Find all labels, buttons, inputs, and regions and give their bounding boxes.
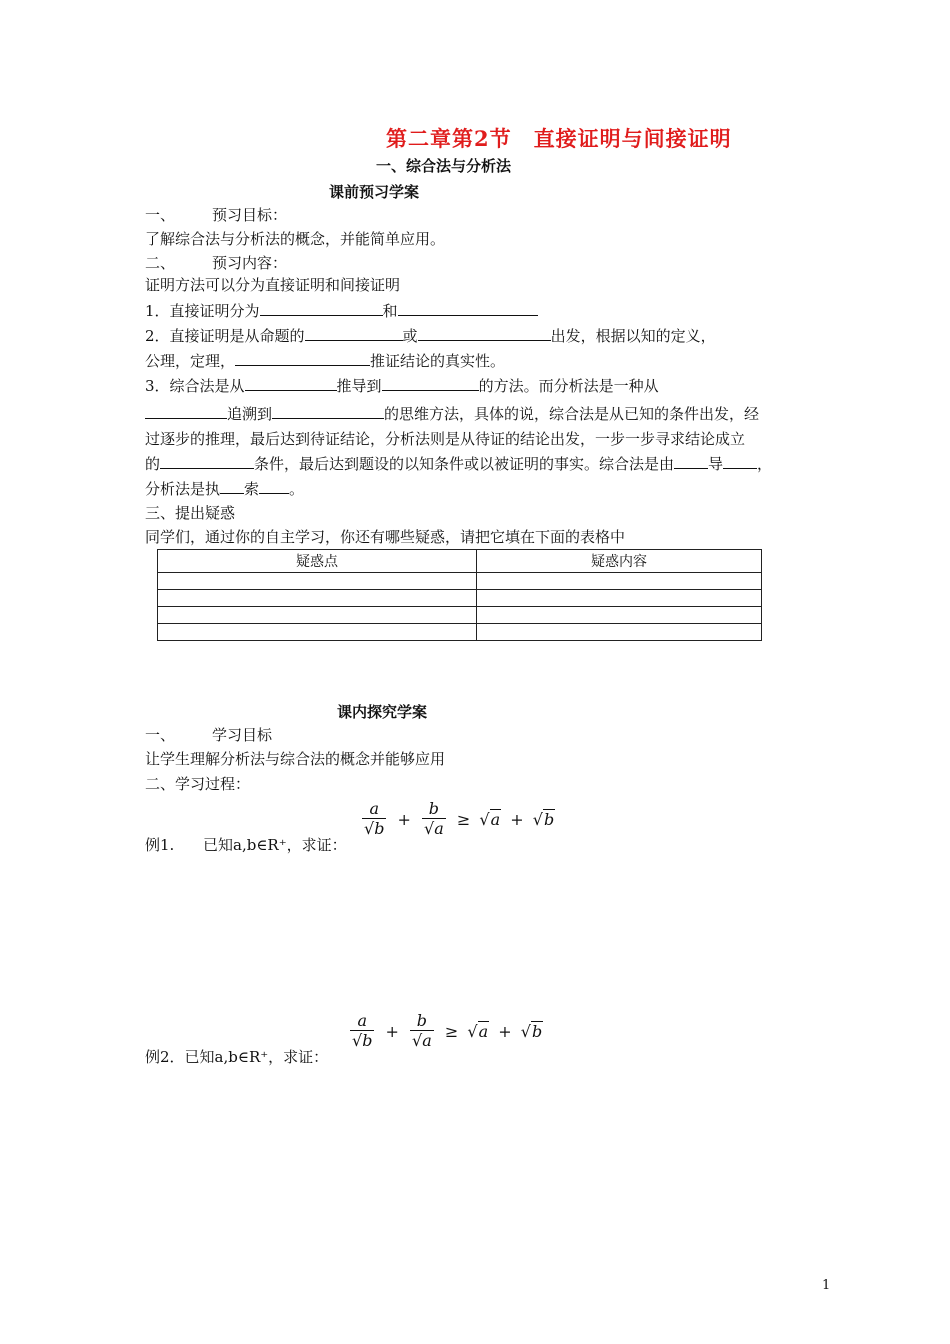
question-3-line5: 分析法是执 索 。 xyxy=(145,480,305,498)
s2-number: 二、 xyxy=(145,254,176,272)
blank-field[interactable] xyxy=(260,301,383,316)
c2-label: 二、学习过程： xyxy=(145,775,251,793)
question-2: 2．直接证明是从命题的 或 出发，根据以知的定义， xyxy=(145,327,716,345)
table-row xyxy=(158,607,762,624)
blank-field[interactable] xyxy=(674,454,708,469)
inequality-formula-1: $\frac{a}{√b}$ + $\frac{b}{√a}$ ≥ √a + √b xyxy=(364,799,555,838)
s1-number: 一、 xyxy=(145,206,176,224)
blank-field[interactable] xyxy=(145,404,227,419)
table-header-doubt-point: 疑惑点 xyxy=(158,550,477,573)
blank-field[interactable] xyxy=(245,376,337,391)
blank-field[interactable] xyxy=(160,454,254,469)
question-3: 3．综合法是从 推导到 的方法。而分析法是一种从 xyxy=(145,377,659,395)
s3-label: 三、提出疑惑 xyxy=(145,504,236,522)
c1-number: 一、 xyxy=(145,726,176,744)
preview-heading: 课前预习学案 xyxy=(329,183,420,201)
c1-text: 让学生理解分析法与综合法的概念并能够应用 xyxy=(145,750,446,768)
table-row xyxy=(158,624,762,641)
question-2-cont: 公理，定理， 推证结论的真实性。 xyxy=(145,352,506,370)
question-3-line4: 的 条件，最后达到题设的以知条件或以被证明的事实。综合法是由 导 ， xyxy=(145,455,773,473)
example-2-text: 例2．已知a,b∈R⁺，求证： xyxy=(145,1048,329,1066)
s3-text: 同学们，通过你的自主学习，你还有哪些疑惑，请把它填在下面的表格中 xyxy=(145,528,626,546)
blank-field[interactable] xyxy=(259,479,289,494)
document-title: 第二章第2节 直接证明与间接证明 xyxy=(386,126,732,151)
table-row xyxy=(158,573,762,590)
blank-field[interactable] xyxy=(418,326,551,341)
s1-text: 了解综合法与分析法的概念，并能简单应用。 xyxy=(145,230,446,248)
s2-intro: 证明方法可以分为直接证明和间接证明 xyxy=(145,276,401,294)
inclass-heading: 课内探究学案 xyxy=(337,703,428,721)
blank-field[interactable] xyxy=(305,326,403,341)
s2-label: 预习内容： xyxy=(212,254,288,272)
question-1: 1．直接证明分为 和 xyxy=(145,300,538,321)
blank-field[interactable] xyxy=(235,351,370,366)
doubts-table xyxy=(157,549,762,641)
question-3-line3: 过逐步的推理，最后达到待证结论，分析法则是从待证的结论出发，一步一步寻求结论成立 xyxy=(145,430,746,448)
question-3-line2: 追溯到 的思维方法，具体的说，综合法是从已知的条件出发，经 xyxy=(145,403,759,424)
c1-label: 学习目标 xyxy=(212,726,273,744)
page-number: 1 xyxy=(822,1278,831,1293)
blank-field[interactable] xyxy=(398,301,538,316)
blank-field[interactable] xyxy=(272,404,384,419)
s1-label: 预习目标： xyxy=(212,206,288,224)
table-row xyxy=(158,590,762,607)
blank-field[interactable] xyxy=(220,479,244,494)
example-1-label: 例1. xyxy=(145,836,175,854)
example-1-text: 已知a,b∈R⁺，求证： xyxy=(203,836,347,854)
table-header-doubt-content: 疑惑内容 xyxy=(477,550,762,573)
blank-field[interactable] xyxy=(723,454,757,469)
blank-field[interactable] xyxy=(382,376,479,391)
inequality-formula-2: $\frac{a}{√b}$ + $\frac{b}{√a}$ ≥ √a + √b xyxy=(352,1011,543,1050)
section-subtitle: 一、综合法与分析法 xyxy=(376,157,512,175)
